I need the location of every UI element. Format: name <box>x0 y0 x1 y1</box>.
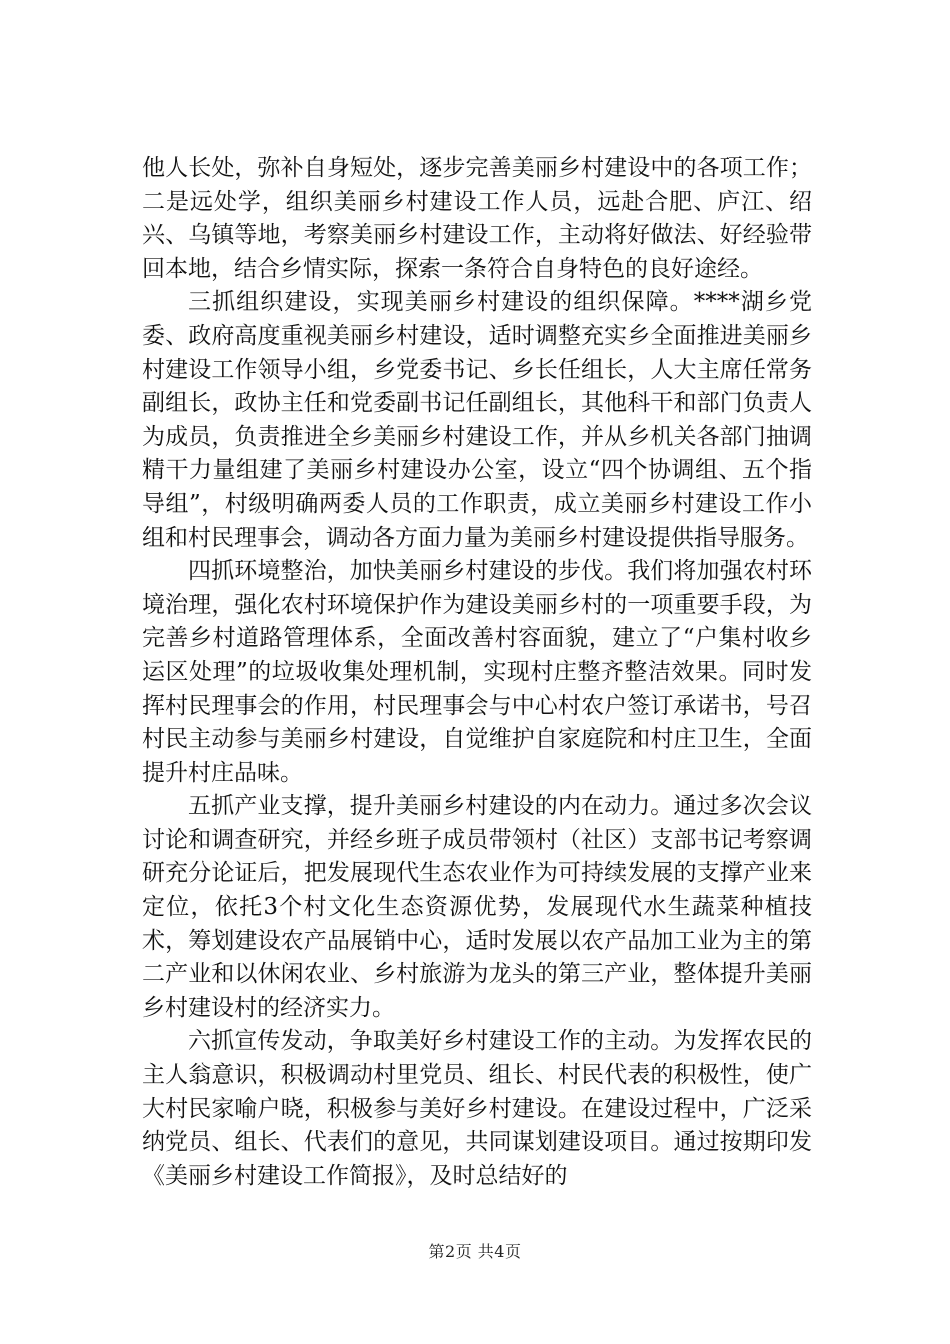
page-number-footer: 第2页 共4页 <box>428 1242 522 1261</box>
paragraph-continued: 他人长处，弥补自身短处，逐步完善美丽乡村建设中的各项工作；二是远处学，组织美丽乡村建设工作人员，远赴合肥、庐江、绍兴、乌镇等地，考察美丽乡村建设工作，主动将好做法、好经验带回本地，结合乡情实际，探索一条符合自身特色的良好途经。 <box>142 155 812 282</box>
body-text <box>142 152 812 1193</box>
paragraph-publicity: 六抓宣传发动，争取美好乡村建设工作的主动。为发挥农民的主人翁意识，积极调动村里党员、组长、村民代表的积极性，使广大村民家喻户晓，积极参与美好乡村建设。在建设过程中，广泛采纳党员、组长、代表们的意见，共同谋划建设项目。通过按期印发《美丽乡村建设工作简报》，及时总结好的 <box>142 1028 812 1189</box>
paragraph-environment: 四抓环境整治，加快美丽乡村建设的步伐。我们将加强农村环境治理，强化农村环境保护作为建设美丽乡村的一项重要手段，为完善乡村道路管理体系，全面改善村容面貌，建立了“户集村收乡运区处理”的垃圾收集处理机制，实现村庄整齐整洁效果。同时发挥村民理事会的作用，村民理事会与中心村农户签订承诺书，号召村民主动参与美丽乡村建设，自觉维护自家庭院和村庄卫生，全面提升村庄品味。 <box>142 558 812 786</box>
paragraph-organization: 三抓组织建设，实现美丽乡村建设的组织保障。****湖乡党委、政府高度重视美丽乡村建设，适时调整充实乡全面推进美丽乡村建设工作领导小组，乡党委书记、乡长任组长，人大主席任常务副组长，政协主任和党委副书记任副组长，其他科干和部门负责人为成员，负责推进全乡美丽乡村建设工作，并从乡机关各部门抽调精干力量组建了美丽乡村建设办公室，设立“四个协调组、五个指导组”，村级明确两委人员的工作职责，成立美丽乡村建设工作小组和村民理事会，调动各方面力量为美丽乡村建设提供指导服务。 <box>142 289 812 551</box>
paragraph-industry: 五抓产业支撑，提升美丽乡村建设的内在动力。通过多次会议讨论和调查研究，并经乡班子成员带领村（社区）支部书记考察调研充分论证后，把发展现代生态农业作为可持续发展的支撑产业来定位，依托3个村文化生态资源优势，发展现代水生蔬菜种植技术，筹划建设农产品展销中心，适时发展以农产品加工业为主的第二产业和以休闲农业、乡村旅游为龙头的第三产业，整体提升美丽乡村建设村的经济实力。 <box>142 793 812 1021</box>
